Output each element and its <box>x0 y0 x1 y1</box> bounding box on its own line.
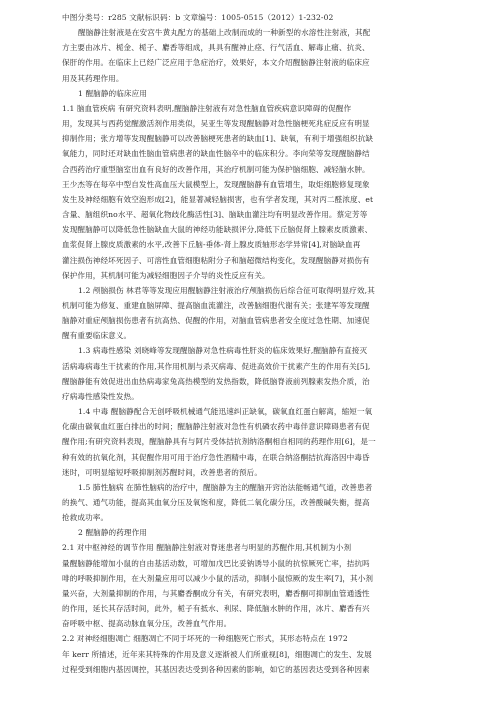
paragraph-line: 醒有重要临床意义。 <box>62 331 132 341</box>
paragraph-line: 1.3 病毒性感染 刘晓峰等发现醒脑静对急性病毒性肝炎的临床效果好,醒脑静有直接灭 <box>78 346 368 356</box>
paragraph-line: 发生及神经细胞有效空泡形成[2]，能显著减轻脑损害，也有学者发现，其对丙二醛浓度、et <box>62 194 374 204</box>
paragraph-line: 机制可能为修复、重建血脑屏障、提高脑血流灌注，改善脑细胞代谢有关；张建军等发现醒 <box>62 300 370 310</box>
paragraph-line: 疗病毒性感染性发热。 <box>62 391 139 401</box>
paragraph-line: 血浆促肾上腺皮质激素的水平,改善下丘脑-垂体-肾上腺皮质轴形态学异常[4],对脑缺血再 <box>62 240 361 250</box>
paragraph-line: 的作用，延长其存活时间，此外，栀子有抵水、利尿、降低脑水肿的作用，冰片、麝香有兴 <box>62 604 370 614</box>
abstract-line: 保肝的作用。在临床上已经广泛应用于急症治疗，效果好，本文介绍醒脑静注射液的临床应 <box>62 58 370 68</box>
paragraph-line: 活病毒病毒生干扰素的作用,其作用机制与杀灭病毒、促进高效价干扰素产生的作用有关[5], <box>62 361 371 371</box>
abstract-line: 醒脑静注射液是在安宫牛黄丸配方的基础上改制而成的一种新型的水溶性注射液，其配 <box>78 28 371 38</box>
paragraph-line: 保护作用，其机制可能为减轻细胞因子介导的炎性反应有关。 <box>62 270 270 280</box>
paragraph-line: 2.1 对中枢神经的调节作用 醒脑静注射液对脊迷患者与明显的苏醒作用,其机制为小剂 <box>62 543 352 553</box>
paragraph-line: 1.5 肺性脑病 在肺性脑病的治疗中，醒脑静为主的醒脑开窍治法能畅通气道，改善患者 <box>78 482 373 492</box>
paragraph-line: 2.2 对神经细胞凋亡 细胞凋亡不同于坏死的一种细胞死亡形式，其形态特点在 1972 <box>62 634 348 644</box>
paragraph-line: 抢救成功率。 <box>62 513 109 523</box>
paragraph-line: 抑制作用；张方增等发现醒脑静可以改善脑梗死患者的缺血[1]、缺氧，有利于增强组织抗缺 <box>62 134 374 144</box>
paragraph-line: 化碳由碳氧血红蛋白排出的时间；醒脑静注射液对急性有机磷农药中毒伴意识障碍患者有促 <box>62 422 370 432</box>
paragraph-line: 迷时，可明显缩短呼吸抑制剂苏醒时间，改善患者的预后。 <box>62 467 263 477</box>
paragraph-line: 合西药治疗重型脑室出血有良好的改善作用，其治疗机制可能为保护脑细胞、减轻脑水肿。 <box>62 164 370 174</box>
paragraph-line: 醒作用;有研究资料表现，醒脑静具有与阿片受体拮抗剂纳洛酮相自相同的药理作用[6]，是一 <box>62 437 376 447</box>
paragraph-line: 1.1 脑血管疾病 有研究资料表明,醒脑静注射液有对急性脑血管疾病意识障碍的促醒作 <box>62 103 352 113</box>
section-2-title: 2 醒脑静的药理作用 <box>78 528 147 538</box>
paragraph-line: 发现醒脑静可以降低急性脑缺血大鼠的神经功能缺损评分,降低下丘脑促肾上腺素皮质激素、 <box>62 225 373 235</box>
paragraph-line: 氧能力，同时还对缺血性脑血管病患者的缺血性脑卒中的临床积分。李向荣等发现醒脑静结 <box>62 149 370 159</box>
paragraph-line: 量兴奋，大剂量抑制的作用，与其麝香酮成分有关，有研究表明，麝香酮可抑制血管通透性 <box>62 588 370 598</box>
paragraph-line: 过程受到细胞内基因调控，其基因表达受到各种因素的影响，如它的基因表达受到各种因素 <box>62 664 370 674</box>
paragraph-line: 的换气、通气功能，提高其血氧分压及氧饱和度，降低二氧化碳分压，改善酸碱失衡，提高 <box>62 498 370 507</box>
paragraph-line: 奋呼吸中枢、提高动脉血氧分压，改善血气作用。 <box>62 619 232 629</box>
paragraph-line: 啡的呼吸抑制作用，在大剂量应用可以减少小鼠的活动，抑制小鼠惊厥的发生率[7]，其小剂 <box>62 573 374 583</box>
paragraph-line: 年 kerr 所描述，近年来其特殊的作用及意义逐渐被人们所重视[8]，细胞凋亡的发生、发展 <box>62 649 372 659</box>
abstract-line: 方主要由冰片、栀金、栀子、麝香等组成，具具有醒神止痉、行气活血、解毒止痛、抗炎、 <box>62 43 370 53</box>
classification-meta-line: 中图分类号：r285 文献标识码：b 文章编号：1005-0515（2012）1-232-02 <box>62 13 334 22</box>
paragraph-line: 灌注损伤神经坏死因子、可溶性血管细胞粘附分子和脑超微结构变化，发现醒脑静对损伤有 <box>62 255 370 265</box>
paragraph-line: 醒脑静能有效促进出血热病毒家兔高热模型的发热指数，降低脑脊液前列腺素发热介质，治 <box>62 376 370 386</box>
paragraph-line: 含量、脑组织no水平、超氧化物歧化酶活性[3]、脑缺血灌注均有明显改善作用。蔡定芳等 <box>62 210 368 220</box>
paragraph-line: 1.2 颅脑损伤 林君等等发现应用醒脑静注射液治疗颅脑损伤后综合征可取得明显疗效,其 <box>78 285 375 295</box>
paragraph-line: 王少杰等在每卒中型自发性高血压大鼠模型上，发现醒脑静有血管增生，取炬细胞修复现象 <box>62 179 370 189</box>
paragraph-line: 脑静对重症颅脑损伤患者有抗高热、促醒的作用，对脑血管病患者安全度过急性期、加速促 <box>62 316 370 326</box>
paragraph-line: 种有效的抗氧化剂，其促醒作用可用于治疗急性酒精中毒，在联合纳洛酮拮抗海洛因中毒昏 <box>62 452 370 462</box>
paragraph-line: 1.4 中毒 醒脑静配合无创呼吸机械通气能迅速纠正缺氧，碳氧血红蛋白解离，缩短一氧 <box>78 407 373 417</box>
paragraph-line: 量醒脑静能增加小鼠的自由基活动数，可增加戊巴比妥钠诱导小鼠的抗惊厥死亡率，拮抗吗 <box>62 558 370 568</box>
section-1-title: 1 醒脑静的临床应用 <box>78 88 147 98</box>
document-page <box>62 10 436 677</box>
abstract-line: 用及其药理作用。 <box>62 73 124 83</box>
paragraph-line: 用，发现其与西药觉醒激活剂作用类似，吴亚生等发现醒脑静对急性脑梗死兆症反应有明显 <box>62 119 370 129</box>
